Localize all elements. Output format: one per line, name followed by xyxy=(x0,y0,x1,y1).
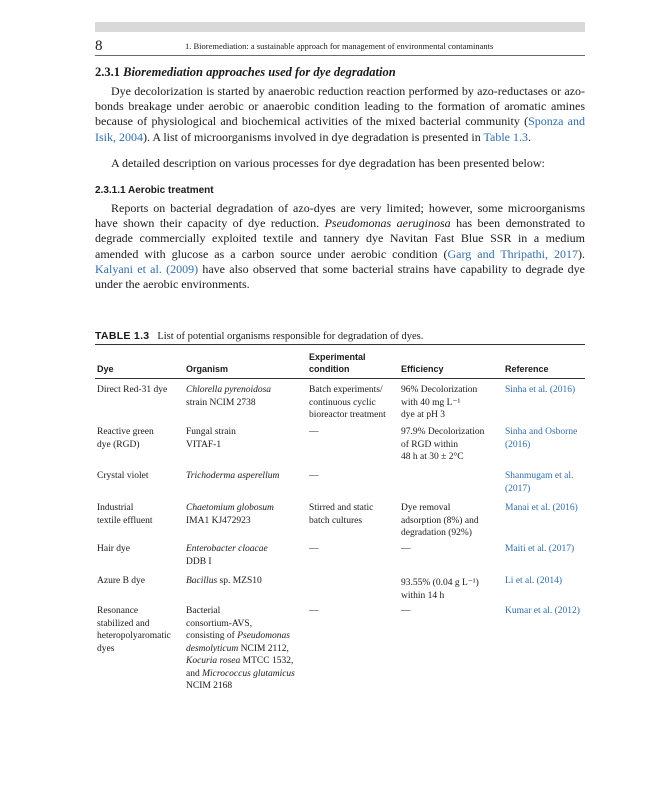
table-cell-reference[interactable]: Sinha and Osborne xyxy=(505,427,578,437)
table-cell-organism: Bacterial xyxy=(186,606,221,616)
table-cell-dye: Crystal violet xyxy=(97,471,149,481)
table-cell-organism: and Micrococcus glutamicus xyxy=(186,668,295,679)
table-cell-efficiency: degradation (92%) xyxy=(401,528,472,538)
table-cell-dye: Reactive green xyxy=(97,427,154,437)
ref-link-kalyani[interactable]: Kalyani et al. (2009) xyxy=(95,261,199,276)
para3-text-3: ). xyxy=(578,246,585,261)
table-cell-reference[interactable]: Kumar et al. (2012) xyxy=(505,606,580,616)
table-cell-condition: — xyxy=(309,606,319,616)
header-rule xyxy=(95,55,585,56)
table-cell-condition: Batch experiments/ xyxy=(309,385,383,395)
table-header-rule xyxy=(95,378,585,379)
paragraph-3 xyxy=(95,201,585,292)
para1-text-2: ). A list of microorganisms involved in dye degradation is presented in xyxy=(143,129,484,144)
table-cell-efficiency: 48 h at 30 ± 2°C xyxy=(401,452,464,462)
paragraph-1 xyxy=(95,84,585,145)
section-number: 2.3.1 xyxy=(95,65,120,79)
top-gray-bar xyxy=(95,22,585,32)
col-header-condition-l2: condition xyxy=(309,364,350,374)
table-cell-dye: Industrial xyxy=(97,503,134,513)
section-title xyxy=(95,65,396,80)
para1-text-3: . xyxy=(528,129,531,144)
table-cell-efficiency: 93.55% (0.04 g L⁻¹) xyxy=(401,578,479,588)
table-cell-condition: — xyxy=(309,471,319,481)
table-cell-organism: consisting of Pseudomonas xyxy=(186,631,290,641)
table-cell-organism: Enterobacter cloacae xyxy=(186,544,268,554)
table-cell-efficiency: — xyxy=(401,544,411,554)
table-cell-reference[interactable]: Shanmugam et al. xyxy=(505,471,574,481)
ref-link-garg[interactable]: Garg and Thripathi, 2017 xyxy=(447,246,578,261)
table-cell-organism: Chlorella pyrenoidosa xyxy=(186,385,272,395)
table-cell-organism: strain NCIM 2738 xyxy=(186,397,256,408)
running-head: 1. Bioremediation: a sustainable approach for management of environmental contaminants xyxy=(185,41,494,51)
table-cell-organism: desmolyticum NCIM 2112, xyxy=(186,643,289,654)
subsection-title-text: Aerobic treatment xyxy=(128,185,214,196)
table-cell-reference[interactable]: Maiti et al. (2017) xyxy=(505,544,575,554)
table-cell-efficiency: Dye removal xyxy=(401,503,451,513)
table-cell-organism: NCIM 2168 xyxy=(186,681,233,691)
table-cell-dye: textile effluent xyxy=(97,515,153,526)
paragraph-2: A detailed description on various processes for dye degradation has been presented below: xyxy=(111,156,545,170)
subsection-number: 2.3.1.1 xyxy=(95,185,126,196)
table-cell-condition: bioreactor treatment xyxy=(309,410,386,420)
subsection-title xyxy=(95,185,214,196)
table-cell-dye: Resonance xyxy=(97,606,139,616)
table-cell-condition: — xyxy=(309,544,319,554)
table-cell-organism: Trichoderma asperellum xyxy=(186,471,280,481)
table-cell-efficiency: 96% Decolorization xyxy=(401,385,478,395)
table-cell-reference[interactable]: Manai et al. (2016) xyxy=(505,503,578,513)
table-top-rule xyxy=(95,344,585,345)
table-cell-efficiency: adsorption (8%) and xyxy=(401,515,479,526)
ref-link-sponza[interactable]: Sponza and Isik, 2004 xyxy=(95,114,585,144)
col-header-efficiency: Efficiency xyxy=(401,364,444,374)
col-header-condition-l1: Experimental xyxy=(309,352,366,362)
table-cell-dye: Hair dye xyxy=(97,544,130,554)
table-cell-organism: VITAF-1 xyxy=(186,439,222,450)
para3-text-4: have also observed that some bacterial strains have capability to degrade dye under the aerobic environments. xyxy=(95,261,585,292)
table-cell-organism: DDB I xyxy=(186,556,212,567)
table-cell-organism: IMA1 KJ472923 xyxy=(186,515,251,526)
table-caption-text: List of potential organisms responsible for degradation of dyes. xyxy=(157,331,424,342)
table-cell-condition: Stirred and static xyxy=(309,503,374,513)
para3-text-2: has been demonstrated to degrade commercially exploited textile and tannery dye Navitan Fast Blue SSR in a medium amended with glucose as a carbon source under aerobic condition ( xyxy=(95,216,585,261)
ref-link-table[interactable]: Table 1.3 xyxy=(483,129,528,144)
table-cell-organism: Fungal strain xyxy=(186,427,236,437)
table-cell-efficiency: 97.9% Decolorization xyxy=(401,427,485,437)
table-cell-condition: — xyxy=(309,427,319,437)
page-number: 8 xyxy=(95,38,103,54)
table-cell-efficiency: of RGD within xyxy=(401,439,458,450)
table-cell-organism: Bacillus sp. MZS10 xyxy=(186,576,262,586)
col-header-organism: Organism xyxy=(186,364,229,374)
table-cell-dye: dyes xyxy=(97,643,115,654)
table-cell-reference[interactable]: Li et al. (2014) xyxy=(505,576,562,586)
table-cell-dye: stabilized and xyxy=(97,618,150,629)
table-cell-condition: batch cultures xyxy=(309,515,363,526)
table-cell-organism: consortium-AVS, xyxy=(186,618,253,629)
table-cell-dye: Direct Red-31 dye xyxy=(97,385,168,395)
table-cell-efficiency: — xyxy=(401,606,411,616)
table-cell-dye: Azure B dye xyxy=(97,576,146,586)
table-cell-reference[interactable]: (2016) xyxy=(505,439,531,450)
table-cell-condition: continuous cyclic xyxy=(309,397,376,408)
table-cell-reference[interactable]: (2017) xyxy=(505,483,531,494)
para3-text-1: Reports on bacterial degradation of azo-dyes are very limited; however, some microorganisms have shown their capacity of dye reduction. xyxy=(95,201,585,231)
section-title-text: Bioremediation approaches used for dye degradation xyxy=(123,65,396,79)
table-caption xyxy=(95,330,423,342)
table-cell-dye: dye (RGD) xyxy=(97,439,140,450)
para1-text-1: Dye decolorization is started by anaerobic reduction reaction performed by azo-reductases or azo-bonds breakage under aerobic or anaerobic condition leading to the formation of aromatic amines because of physiological and biochemical activities of the mixed bacterial community ( xyxy=(95,84,585,129)
table-cell-efficiency: with 40 mg L⁻¹ xyxy=(401,397,461,408)
table-cell-organism: Chaetomium globosum xyxy=(186,503,274,513)
table-cell-reference[interactable]: Sinha et al. (2016) xyxy=(505,385,576,395)
table-cell-efficiency: within 14 h xyxy=(401,590,445,601)
table-cell-dye: heteropolyaromatic xyxy=(97,631,171,641)
table-label: TABLE 1.3 xyxy=(95,330,150,342)
table-cell-organism: Kocuria rosea MTCC 1532, xyxy=(186,656,294,666)
table-cell-efficiency: dye at pH 3 xyxy=(401,410,446,420)
col-header-dye: Dye xyxy=(97,364,114,374)
species-name: Pseudomonas aeruginosa xyxy=(324,216,451,231)
col-header-reference: Reference xyxy=(505,364,549,374)
